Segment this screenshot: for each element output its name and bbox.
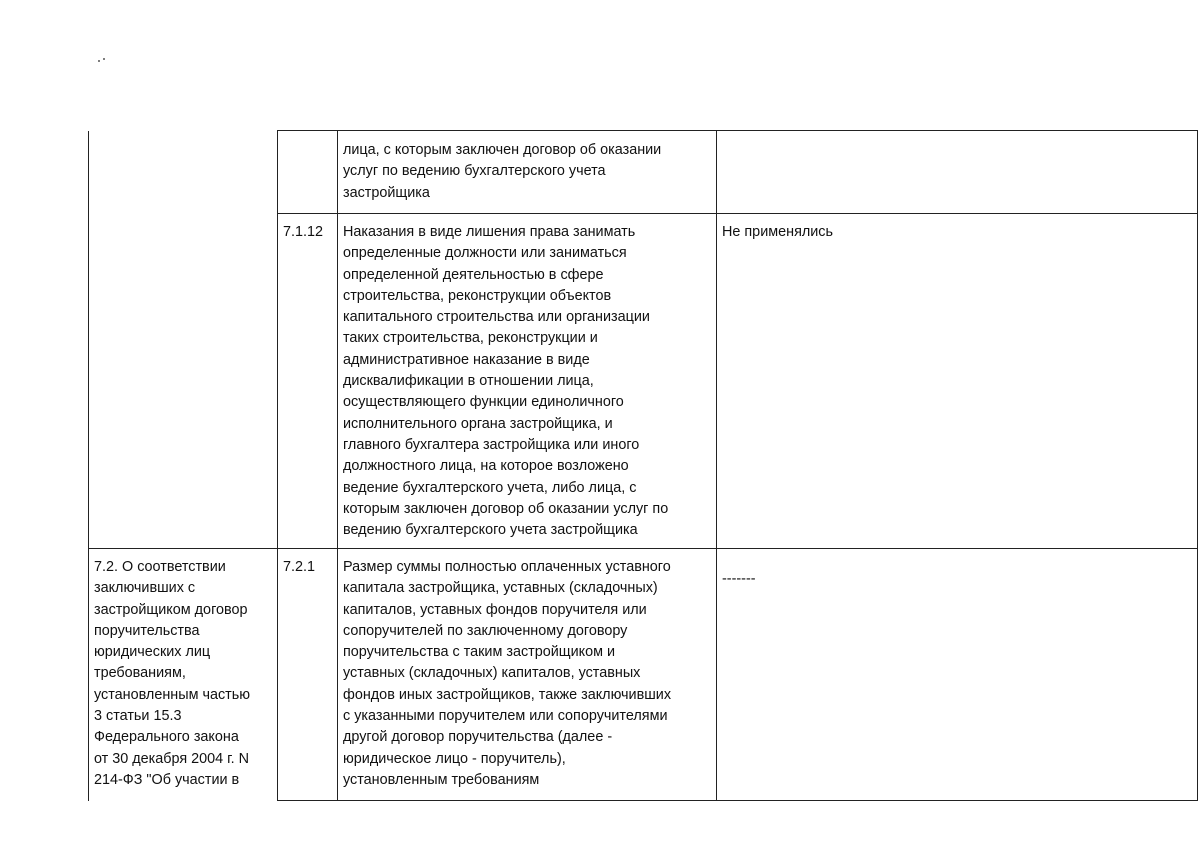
description-text: Наказания в виде лишения права занимать определенные должности или заниматься определенной деятельностью в сфере строительства, реконструкции объектов капитального строительства или организации таких строительства, реконструкции и административное наказание в виде дисквалификации в отношении лица, осуществляющего функции единоличного исполнительного органа застройщика, и главного бухгалтера застройщика или иного должностного лица, на которое возложено ведение бухгалтерского учета, либо лица, с которым заключен договор об оказании услуг по ведению бухгалтерского учета застройщика [343, 224, 669, 539]
scan-speck [98, 60, 100, 62]
value-cell [717, 549, 1198, 801]
section-cell [89, 131, 278, 214]
description-text: лица, с которым заключен договор об оказании услуг по ведению бухгалтерского учета застройщика [343, 142, 662, 201]
requirements-table [88, 130, 1198, 801]
section-cell [89, 549, 278, 801]
table-row [89, 549, 1198, 801]
description-cell [338, 214, 717, 549]
value-text: Не применялись [722, 224, 833, 240]
description-text: Размер суммы полностью оплаченных уставного капитала застройщика, уставных (складочных) капиталов, уставных фондов поручителя или сопоручителей по заключенному договору поручительства с таким застройщиком и уставных (складочных) капиталов, уставных фондов иных застройщиков, также заключивших с указанными поручителем или сопоручителями другой договор поручительства (далее - юридическое лицо - поручитель), установленным требованиям [343, 559, 672, 788]
description-cell [338, 131, 717, 214]
value-cell [717, 214, 1198, 549]
table-row [89, 131, 1198, 214]
code-text: 7.1.12 [283, 224, 324, 240]
section-cell [89, 214, 278, 549]
code-cell [278, 549, 338, 801]
section-text: 7.2. О соответствии заключивших с застройщиком договор поручительства юридических лиц требованиям, установленным частью 3 статьи 15.3 Федерального закона от 30 декабря 2004 г. N 214-ФЗ "Об участии в [94, 559, 251, 788]
code-text: 7.2.1 [283, 559, 316, 575]
value-cell [717, 131, 1198, 214]
code-cell [278, 131, 338, 214]
value-text: ------- [722, 571, 756, 587]
code-cell [278, 214, 338, 549]
table-row [89, 214, 1198, 549]
description-cell [338, 549, 717, 801]
scan-speck [103, 58, 105, 60]
